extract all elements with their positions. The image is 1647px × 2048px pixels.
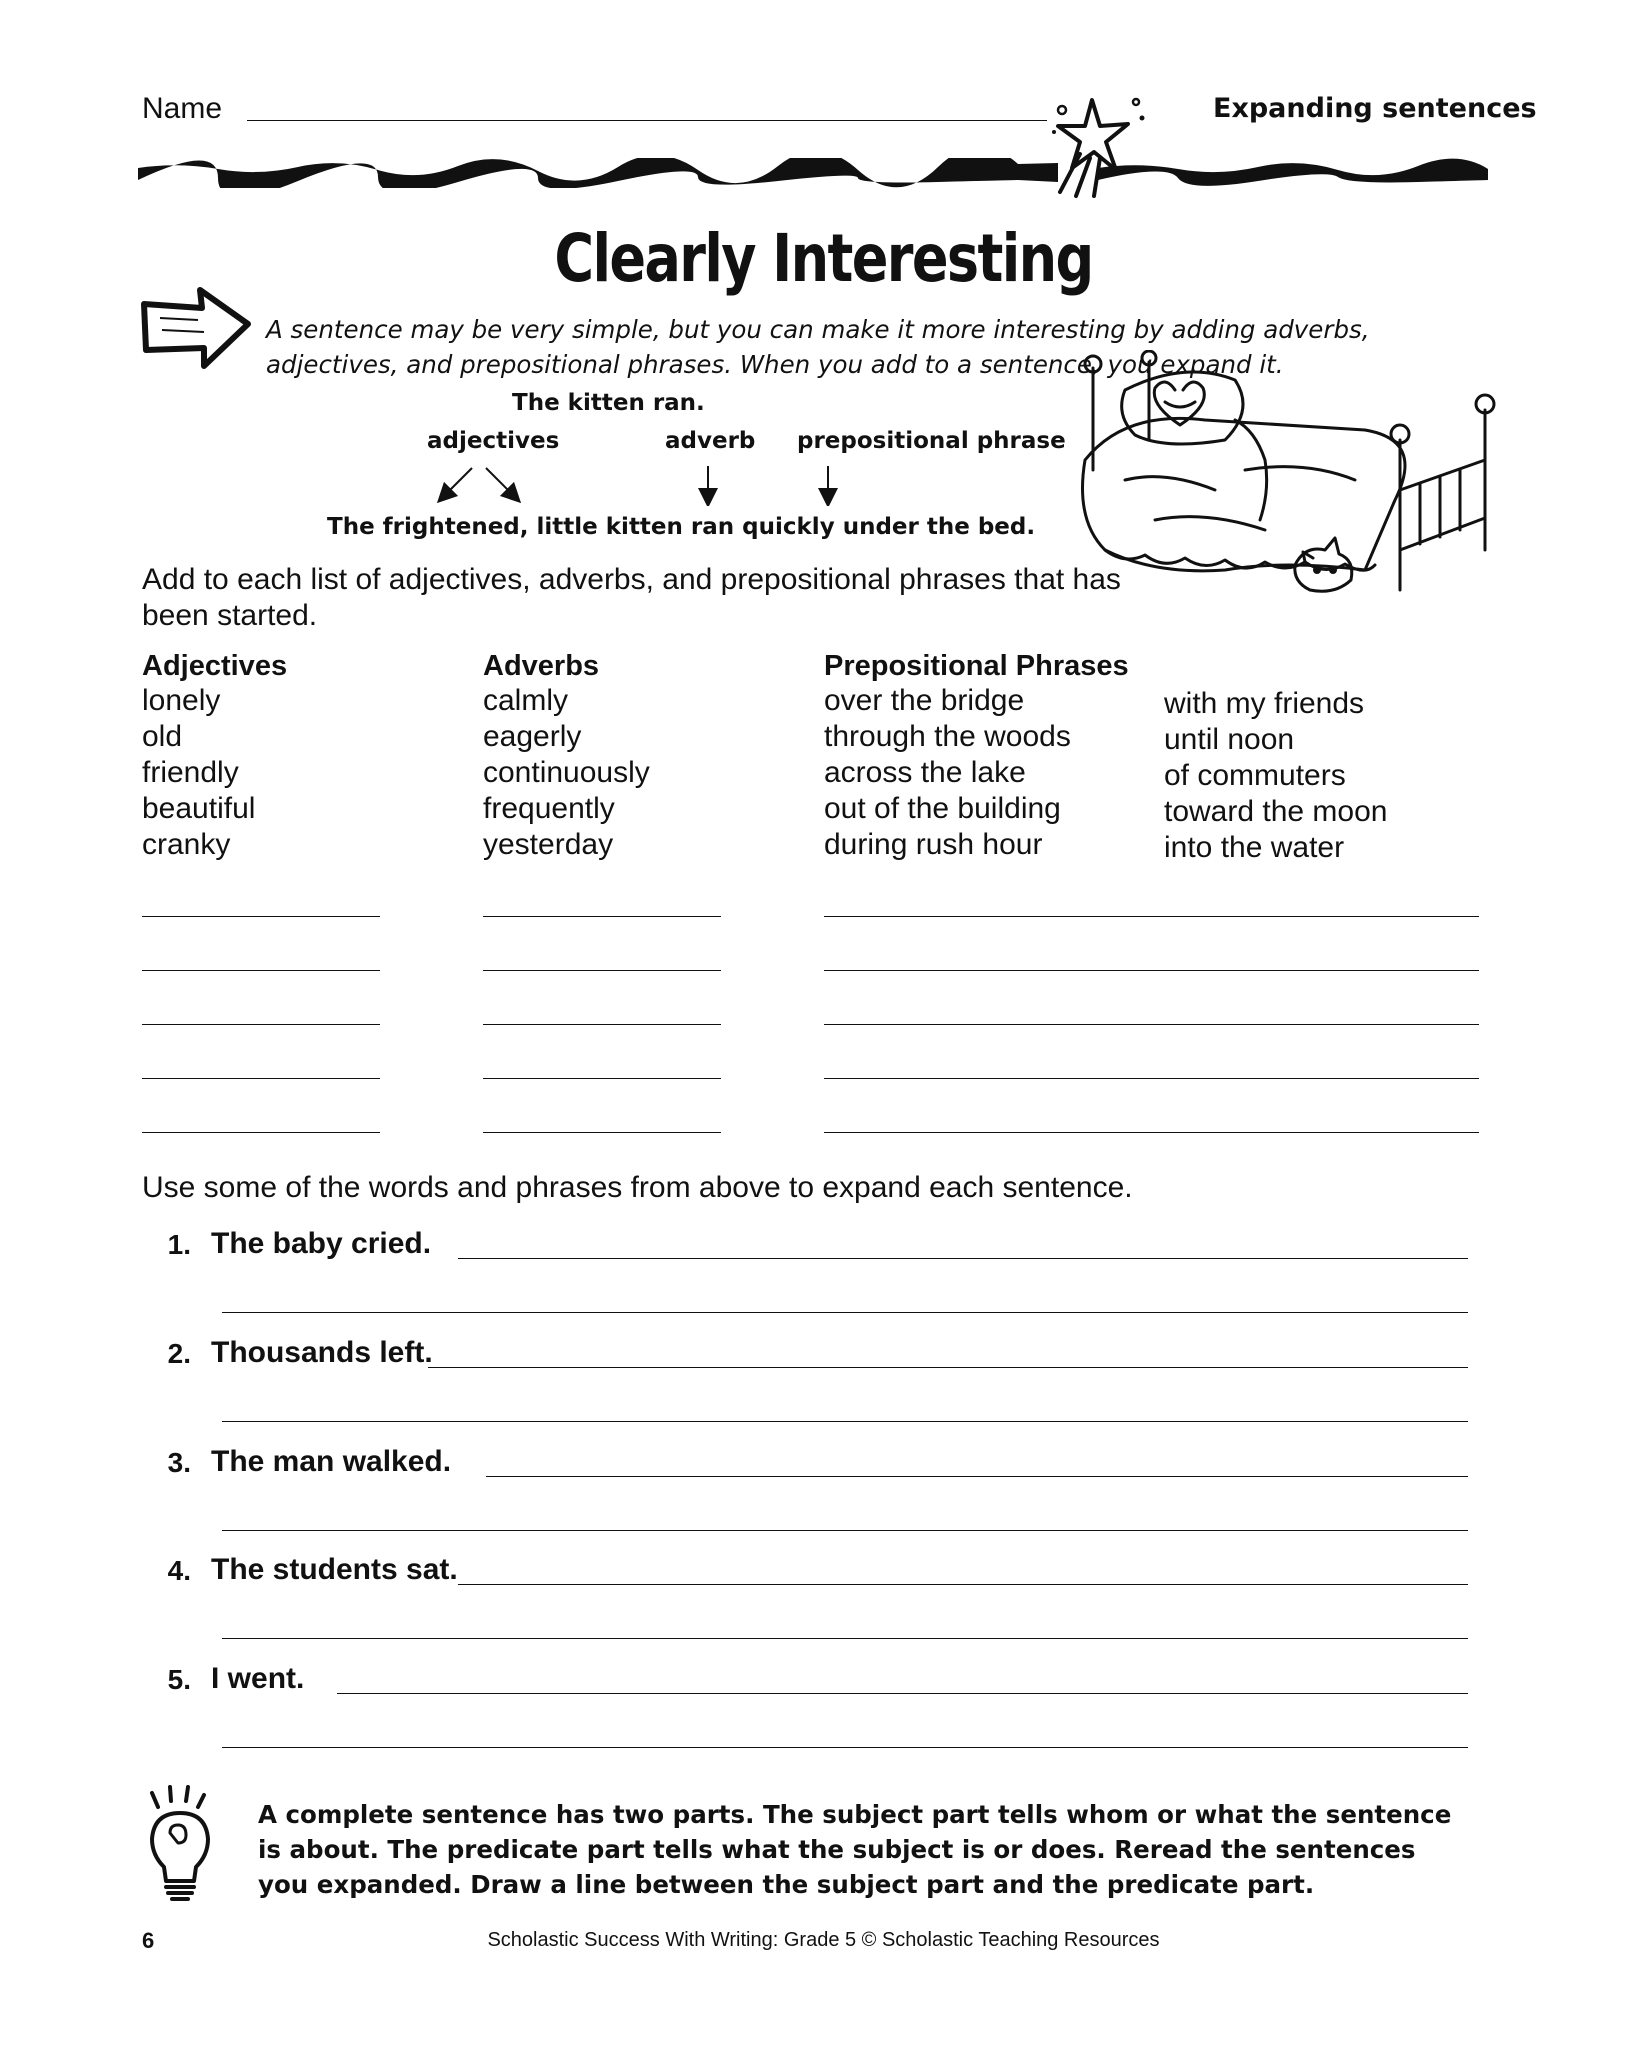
- instruction-expand-sentences: Use some of the words and phrases from above to expand each sentence.: [142, 1171, 1133, 1204]
- adjectives-column: [142, 650, 287, 863]
- sentence-stem: Thousands left.: [211, 1336, 433, 1369]
- prepositional-heading: Prepositional Phrases: [824, 650, 1129, 682]
- adverb-item: frequently: [483, 792, 615, 825]
- sentence-number: 3.: [167, 1447, 191, 1478]
- example-simple-sentence: The kitten ran.: [512, 390, 705, 416]
- prep-phrase-item: with my friends: [1164, 687, 1365, 720]
- adjective-write-line[interactable]: [142, 1024, 380, 1025]
- sentence-answer-line[interactable]: [222, 1530, 1468, 1531]
- sentence-number: 1.: [167, 1229, 191, 1260]
- adjective-write-line[interactable]: [142, 1132, 380, 1133]
- prep-phrase-item: of commuters: [1164, 759, 1346, 792]
- prep-phrase-item: across the lake: [824, 756, 1026, 789]
- sentence-number: 5.: [167, 1664, 191, 1695]
- footer-credit: Scholastic Success With Writing: Grade 5 © Scholastic Teaching Resources: [487, 1929, 1160, 1951]
- adjective-item: lonely: [142, 684, 221, 717]
- sentence-answer-line[interactable]: [458, 1258, 1468, 1259]
- adjective-write-line[interactable]: [142, 970, 380, 971]
- adverb-write-line[interactable]: [483, 1078, 721, 1079]
- prep-phrase-write-line[interactable]: [824, 970, 1479, 971]
- sentence-answer-line[interactable]: [222, 1747, 1468, 1748]
- adverb-write-line[interactable]: [483, 970, 721, 971]
- sentence-answer-line[interactable]: [486, 1476, 1468, 1477]
- sentence-answer-line[interactable]: [428, 1367, 1468, 1368]
- prep-phrase-write-line[interactable]: [824, 1024, 1479, 1025]
- torn-divider: [138, 158, 1488, 188]
- tip-text: A complete sentence has two parts. The subject part tells whom or what the sentence is about. The predicate part tells what the subject is or does. Reread the sentences you expanded. Draw a line between the subject part and the predicate part.: [258, 1800, 1452, 1899]
- adjective-item: beautiful: [142, 792, 256, 825]
- prepositional-column-left: [824, 650, 1129, 863]
- prepositional-column-right: [1164, 686, 1387, 866]
- prep-phrase-write-line[interactable]: [824, 916, 1479, 917]
- example-prep-label: prepositional phrase: [797, 428, 1066, 454]
- adjective-write-line[interactable]: [142, 916, 380, 917]
- adjective-item: friendly: [142, 756, 239, 789]
- example-adjectives-label: adjectives: [427, 428, 560, 454]
- adverbs-heading: Adverbs: [483, 650, 600, 682]
- adjective-item: old: [142, 720, 183, 753]
- example-arrows: [420, 460, 860, 506]
- prep-phrase-item: toward the moon: [1164, 795, 1388, 828]
- sentence-stem: The students sat.: [211, 1553, 458, 1586]
- adverb-write-line[interactable]: [483, 1132, 721, 1133]
- page-number: 6: [142, 1928, 155, 1953]
- adverb-item: eagerly: [483, 720, 582, 753]
- sentence-answer-line[interactable]: [222, 1421, 1468, 1422]
- sentence-answer-line[interactable]: [458, 1584, 1468, 1585]
- adjective-write-line[interactable]: [142, 1078, 380, 1079]
- sentence-answer-line[interactable]: [222, 1312, 1468, 1313]
- example-expanded-sentence: The frightened, little kitten ran quickly under the bed.: [327, 514, 1036, 540]
- sentence-stem: The baby cried.: [211, 1227, 432, 1260]
- adjective-item: cranky: [142, 828, 231, 861]
- prep-phrase-item: into the water: [1164, 831, 1345, 864]
- prep-phrase-write-line[interactable]: [824, 1078, 1479, 1079]
- sentence-number: 2.: [167, 1338, 191, 1369]
- page-title: Clearly Interesting: [554, 220, 1093, 297]
- name-label: Name: [142, 92, 223, 125]
- topic-label: Expanding sentences: [1213, 93, 1537, 124]
- adjectives-heading: Adjectives: [142, 650, 288, 682]
- bed-illustration: [1065, 350, 1525, 610]
- adverb-write-line[interactable]: [483, 916, 721, 917]
- instruction-add-to-lists: Add to each list of adjectives, adverbs, and prepositional phrases that has been started.: [142, 563, 1121, 632]
- adverb-item: yesterday: [483, 828, 614, 861]
- prep-phrase-item: during rush hour: [824, 828, 1043, 861]
- sentence-stem: The man walked.: [211, 1445, 452, 1478]
- sentence-stem: I went.: [211, 1662, 305, 1695]
- adverb-item: continuously: [483, 756, 650, 789]
- prep-phrase-item: over the bridge: [824, 684, 1025, 717]
- prep-phrase-write-line[interactable]: [824, 1132, 1479, 1133]
- name-write-line[interactable]: [247, 120, 1047, 121]
- prep-phrase-item: through the woods: [824, 720, 1071, 753]
- intro-text: A sentence may be very simple, but you can make it more interesting by adding adverbs, adjectives, and prepositional phrases. When you add to a sentence, you expand it.: [266, 315, 1370, 379]
- arrow-right-icon: [138, 286, 254, 372]
- adverbs-column: [483, 650, 650, 863]
- adverb-write-line[interactable]: [483, 1024, 721, 1025]
- prep-phrase-item: until noon: [1164, 723, 1295, 756]
- example-adverb-label: adverb: [665, 428, 756, 454]
- adverb-item: calmly: [483, 684, 569, 717]
- sentence-answer-line[interactable]: [337, 1693, 1468, 1694]
- sentence-number: 4.: [167, 1555, 191, 1586]
- sentence-answer-line[interactable]: [222, 1638, 1468, 1639]
- prep-phrase-item: out of the building: [824, 792, 1061, 825]
- lightbulb-icon: [140, 1785, 220, 1905]
